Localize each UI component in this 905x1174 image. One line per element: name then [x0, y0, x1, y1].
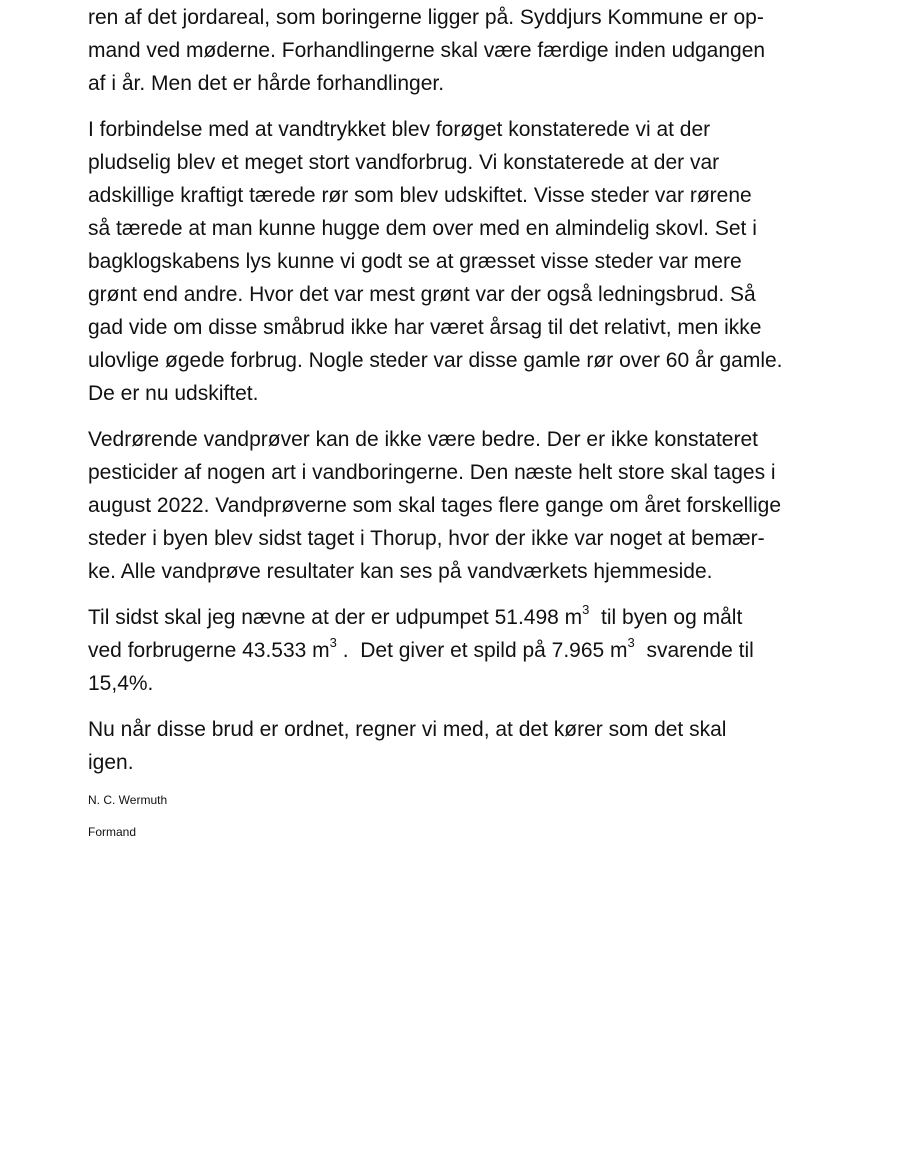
signature-name: N. C. Wermuth — [88, 793, 168, 807]
usage-text: . Det giver et spild på 7.965 m — [336, 639, 628, 662]
cubic-exponent: 3 — [582, 602, 590, 617]
paragraph-closing: Nu når disse brud er ordnet, regner vi med, at det kører som det skal igen. — [88, 718, 727, 774]
paragraph-water-pressure: I forbindelse med at vandtrykket blev forøget konstaterede vi at der pludselig blev et meget stort vandforbrug. Vi konstaterede at der var adskillige kraftigt tærede rør som blev udskiftet. Visse steder var rørene så tærede at man kunne hugge dem over med en almindelig skovl. Set i bagklogskabens lys kunne vi godt se at græsset visse steder var mere grønt end andre. Hvor det var mest grønt var der også ledningsbrud. Så gad vide om disse småbrud ikke har været årsag til det relativt, men ikke ulovlige øgede forbrug. Nogle steder var disse gamle rør over 60 år gamle. De er nu udskiftet. — [88, 118, 783, 405]
document-page — [88, 0, 848, 840]
cubic-exponent: 3 — [627, 635, 635, 650]
usage-text: Til sidst skal jeg nævne at der er udpumpet 51.498 m — [88, 606, 583, 629]
signature-title: Formand — [88, 825, 137, 839]
usage-text: svarende til — [634, 639, 754, 662]
usage-text: 15,4%. — [88, 672, 154, 695]
cubic-exponent: 3 — [329, 635, 337, 650]
paragraph-water-samples: Vedrørende vandprøver kan de ikke være bedre. Der er ikke konstateret pesticider af nogen art i vandboringerne. Den næste helt store skal tages i august 2022. Vandprøverne som skal tages flere gange om året forskellige steder i byen blev sidst taget i Thorup, hvor der ikke var noget at bemær- ke. Alle vandprøve resultater kan ses på vandværkets hjemmeside. — [88, 428, 781, 583]
usage-text: ved forbrugerne 43.533 m — [88, 639, 330, 662]
usage-text: til byen og målt — [589, 606, 743, 629]
paragraph-negotiations: ren af det jordareal, som boringerne ligger på. Syddjurs Kommune er op- mand ved møderne. Forhandlingerne skal være færdige inden udgangen af i år. Men det er hårde forhandlinger. — [88, 6, 766, 95]
paragraph-water-usage — [88, 601, 848, 700]
